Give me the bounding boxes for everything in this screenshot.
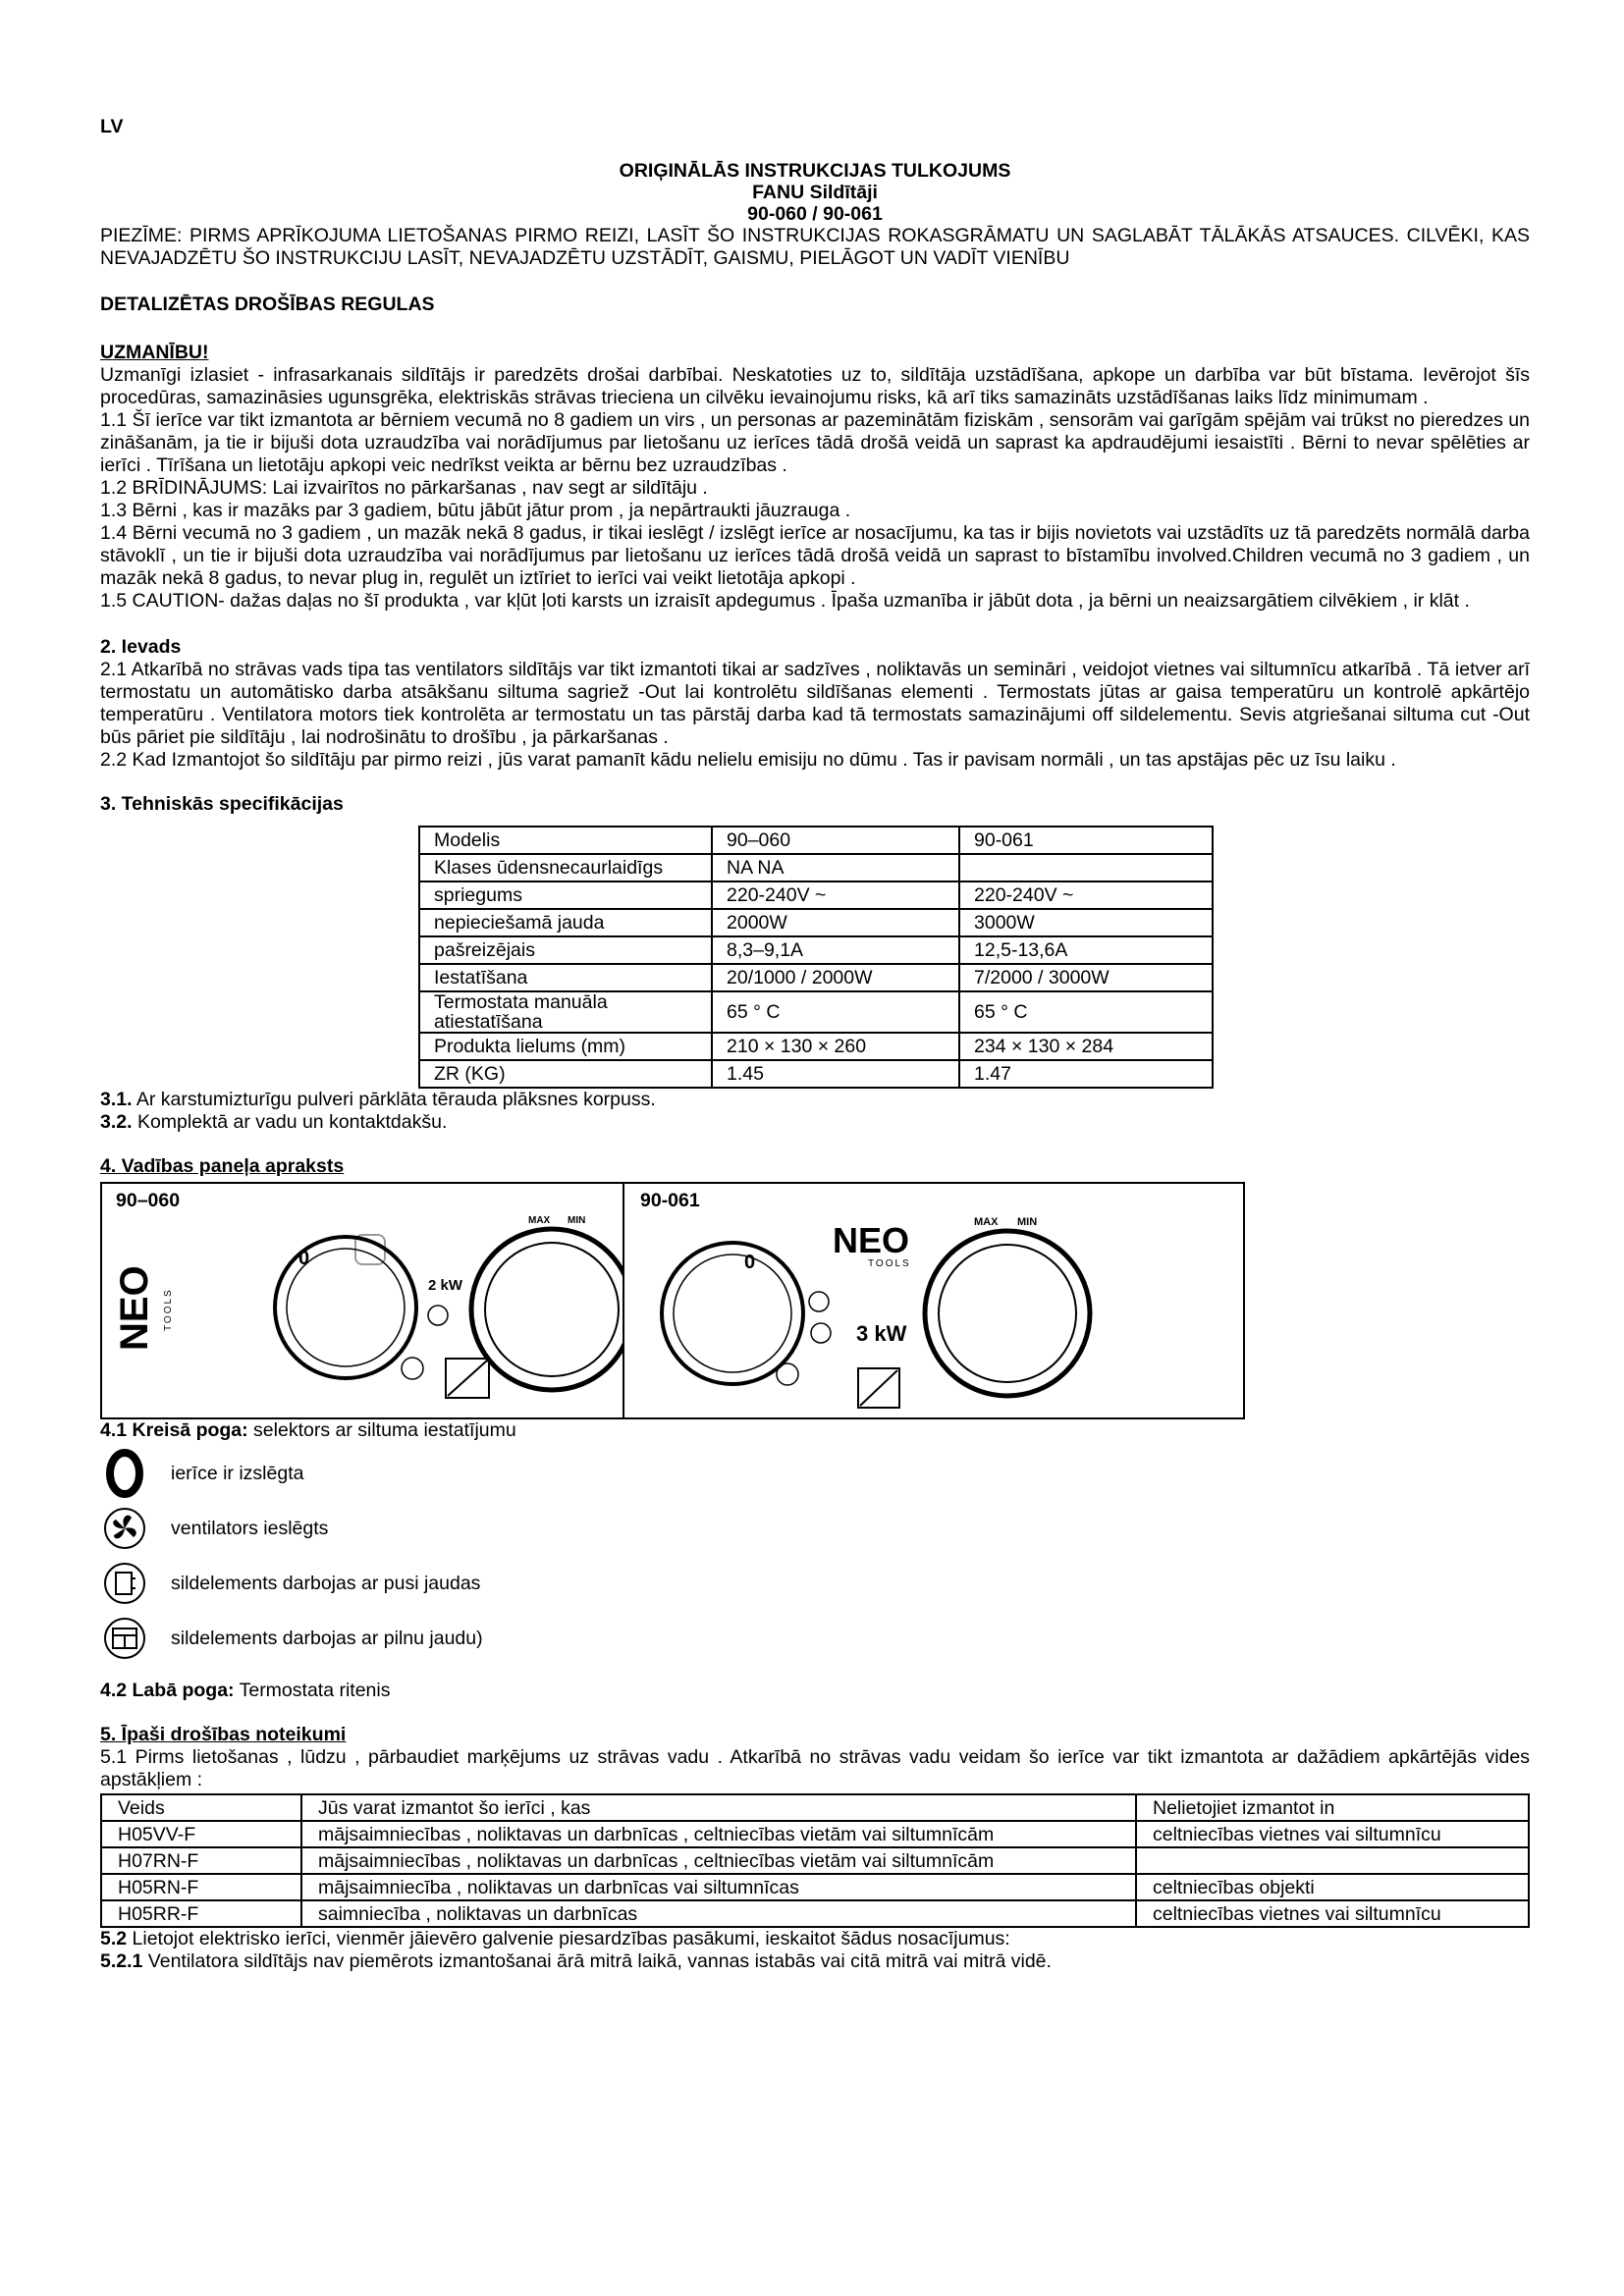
table-cell: celtniecības vietnes vai siltumnīcu	[1136, 1821, 1529, 1847]
special-item-5-2-1	[100, 1950, 1530, 1973]
spec-note-text: Komplektā ar vadu un kontaktdakšu.	[132, 1111, 448, 1133]
panel-item-4-1	[100, 1419, 1530, 1442]
right-thermostat-knob-inner	[939, 1245, 1076, 1382]
language-code: LV	[100, 116, 124, 137]
table-cell: mājsaimniecības , noliktavas un darbnīcas , celtniecības vietām vai siltumnīcām	[301, 1821, 1136, 1847]
table-cell: celtniecības vietnes vai siltumnīcu	[1136, 1900, 1529, 1927]
thermostat-max-label: MAX	[528, 1215, 551, 1226]
table-cell: 90–060	[712, 827, 959, 854]
table-cell: 90-061	[959, 827, 1213, 854]
spec-note-number: 3.1.	[100, 1089, 133, 1110]
symbol-text: ventilators ieslēgts	[171, 1517, 329, 1539]
usage-note: PIEZĪME: PIRMS APRĪKOJUMA LIETOŠANAS PIRMO REIZI, LASĪT ŠO INSTRUKCIJAS ROKASGRĀMATU UN SAGLABĀT TĀLĀKĀS ATSAUCES. CILVĒKI, KAS NEVAJADZĒTU ŠO INSTRUKCIJU LASĪT, NEVAJADZĒTU UZSTĀDĪT, GAISMU, PIELĀGOT UN VADĪT VIENĪBU	[100, 225, 1530, 269]
table-row	[419, 827, 1213, 854]
table-cell: 2000W	[712, 909, 959, 936]
table-cell: NA NA	[712, 854, 959, 881]
half-heat-icon	[100, 1559, 149, 1608]
symbol-text: sildelements darbojas ar pilnu jaudu)	[171, 1627, 483, 1649]
document-title: ORIĢINĀLĀS INSTRUKCIJAS TULKOJUMS	[619, 160, 1011, 182]
safety-item-1-4: 1.4 Bērni vecumā no 3 gadiem , un mazāk nekā 8 gadus, ir tikai ieslēgt / izslēgt ierīce ar nosacījumu, ka tas ir bijis novietots vai uzstādīts uz tā paredzēts normālā darba stāvoklī , un tie ir bijuši dota uzraudzība vai norādījumus par lietošanu uz ierīces tādā drošā veidā un saprast to bīstamību involved.Children vecumā no 3 gadiem , un mazāk nekā 8 gadus, to nevar plug in, regulēt un iztīriet to ierīci vai veikt lietotāja apkopi .	[100, 522, 1530, 589]
caution-text: Uzmanīgi izlasiet - infrasarkanais sildītājs ir paredzēts drošai darbībai. Neskatoties uz to, sildītāja uzstādīšana, apkope un darbība var būt bīstama. Ievērojot šīs procedūras, samazināsies ugunsgrēka, elektriskās strāvas trieciena un cilvēku ievainojumu risks, kā arī tiks samazināts uzstādīšanas laiks līdz minimumam .	[100, 364, 1530, 408]
item-number: 5.2	[100, 1928, 128, 1949]
table-row	[419, 909, 1213, 936]
table-row	[101, 1874, 1529, 1900]
table-cell: 3000W	[959, 909, 1213, 936]
spec-table	[418, 826, 1214, 1089]
right-button-label: 4.2 Labā poga:	[100, 1680, 235, 1701]
full-heat-icon	[100, 1614, 149, 1663]
left-selector-knob	[275, 1237, 416, 1378]
zero-icon	[100, 1449, 149, 1498]
right-thermostat-knob	[925, 1231, 1090, 1396]
table-cell: H05VV-F	[101, 1821, 301, 1847]
fan-mark	[809, 1292, 829, 1311]
safety-item-1-3: 1.3 Bērni , kas ir mazāks par 3 gadiem, būtu jābūt jātur prom , ja nepārtraukti jāuzrauga .	[100, 500, 851, 521]
table-cell: 8,3–9,1A	[712, 936, 959, 964]
symbol-row	[100, 1446, 1530, 1501]
table-cell: Klases ūdensnecaurlaidīgs	[419, 854, 712, 881]
table-row	[419, 964, 1213, 991]
thermostat-min-label: MIN	[1017, 1216, 1038, 1228]
safety-item-1-5: 1.5 CAUTION- dažas daļas no šī produkta , var kļūt ļoti karsts un izraisīt apdegumus . Īpaša uzmanība ir jābūt dota , ja bērni un neaizsargātiem cilvēkiem , ir klāt .	[100, 590, 1470, 612]
table-cell: 210 × 130 × 260	[712, 1033, 959, 1060]
right-selector-knob-inner	[674, 1255, 791, 1372]
panel-left-drawing	[102, 1184, 623, 1417]
zero-mark: 0	[298, 1248, 310, 1269]
fan-icon	[100, 1504, 149, 1553]
warning-label: 1.2 BRĪDINĀJUMS:	[100, 477, 273, 499]
table-cell: 65 ° C	[959, 991, 1213, 1033]
section-specs-heading: 3. Tehniskās specifikācijas	[100, 793, 344, 815]
section-introduction-heading: 2. Ievads	[100, 636, 182, 658]
table-cell: 12,5-13,6A	[959, 936, 1213, 964]
thermostat-max-label: MAX	[974, 1216, 999, 1228]
header-type: Veids	[101, 1794, 301, 1821]
table-cell: ZR (KG)	[419, 1060, 712, 1088]
table-cell: celtniecības objekti	[1136, 1874, 1529, 1900]
thermostat-min-label: MIN	[568, 1215, 586, 1226]
spec-note-text: Ar karstumizturīgu pulveri pārklāta tērauda plāksnes korpuss.	[132, 1089, 656, 1110]
symbol-legend	[100, 1446, 1530, 1666]
left-button-desc: selektors ar siltuma iestatījumu	[247, 1419, 516, 1441]
item-text: Lietojot elektrisko ierīci, vienmēr jāievēro galvenie piesardzības pasākumi, ieskaitot šādus nosacījumus:	[127, 1928, 1010, 1949]
intro-item-2-1: 2.1 Atkarībā no strāvas vads tipa tas ventilators sildītājs var tikt izmantoti tikai ar sadzīves , noliktavās un semināri , veidojot vietnes vai siltumnīcu atkarībā . Tā ietver arī termostatu un automātisko darba atsākšanu siltuma sagriež -Out lai kontrolētu sildīšanas elementi . Termostats jūtas ar gaisa temperatūru un kontrolē apkārtējo temperatūru . Ventilatora motors tiek kontrolēta ar termostatu un tas pārstāj darba kad tā termostats samazinājumi off sildelementu. Sevis atgriešanai siltuma cut -Out būs pāriet pie sildītāju , lai nodrošinātu to drošību , ja pārkaršanas .	[100, 659, 1530, 748]
brand-logo-sub: TOOLS	[868, 1258, 911, 1269]
table-cell: Termostata manuāla atiestatīšana	[419, 991, 712, 1033]
table-cell: 65 ° C	[712, 991, 959, 1033]
right-button-desc: Termostata ritenis	[234, 1680, 391, 1701]
symbol-text: ierīce ir izslēgta	[171, 1462, 304, 1484]
table-cell: pašreizējais	[419, 936, 712, 964]
intro-item-2-2: 2.2 Kad Izmantojot šo sildītāju par pirmo reizi , jūs varat pamanīt kādu nelielu emisiju no dūmu . Tas ir pavisam normāli , un tas apstājas pēc uz īsu laiku .	[100, 749, 1396, 771]
warning-text: Lai izvairītos no pārkaršanas , nav segt ar sildītāju .	[272, 477, 708, 499]
panel-right-drawing	[624, 1184, 1243, 1417]
full-heat-mark	[777, 1363, 798, 1385]
table-cell	[1136, 1847, 1529, 1874]
table-cell: Modelis	[419, 827, 712, 854]
table-cell: 1.47	[959, 1060, 1213, 1088]
document-page	[100, 116, 1530, 1973]
section-special-safety-heading: 5. Īpaši drošības noteikumi	[100, 1724, 347, 1745]
left-thermostat-knob-inner	[485, 1243, 619, 1376]
control-panel-figure	[100, 1182, 1245, 1419]
table-cell: nepieciešamā jauda	[419, 909, 712, 936]
special-item-5-1: 5.1 Pirms lietošanas , lūdzu , pārbaudiet marķējums uz strāvas vadu . Atkarībā no strāvas vadu veidam šo ierīce var tikt izmantota ar dažādiem apkārtējās vides apstākļiem :	[100, 1746, 1530, 1790]
symbol-text: sildelements darbojas ar pusi jaudas	[171, 1572, 481, 1594]
table-cell: 1.45	[712, 1060, 959, 1088]
table-cell	[959, 854, 1213, 881]
half-heat-mark	[811, 1323, 831, 1343]
half-heat-mark	[428, 1306, 448, 1325]
table-cell: mājsaimniecība , noliktavas un darbnīcas vai siltumnīcas	[301, 1874, 1136, 1900]
document-subtitle: FANU Sildītāji	[752, 182, 878, 203]
table-row	[419, 1060, 1213, 1088]
table-cell: 234 × 130 × 284	[959, 1033, 1213, 1060]
table-cell: H05RR-F	[101, 1900, 301, 1927]
table-row	[101, 1900, 1529, 1927]
panel-item-4-2	[100, 1680, 1530, 1702]
brand-logo-sub: TOOLS	[163, 1288, 174, 1331]
spec-note-number: 3.2.	[100, 1111, 133, 1133]
header-do-not-use: Nelietojiet izmantot in	[1136, 1794, 1529, 1821]
panel-right-model: 90-061	[640, 1190, 700, 1211]
table-cell: saimniecība , noliktavas un darbnīcas	[301, 1900, 1136, 1927]
table-row	[101, 1847, 1529, 1874]
table-cell: Iestatīšana	[419, 964, 712, 991]
table-cell: H05RN-F	[101, 1874, 301, 1900]
left-selector-knob-inner	[287, 1249, 405, 1366]
table-cell: H07RN-F	[101, 1847, 301, 1874]
header-can-use: Jūs varat izmantot šo ierīci , kas	[301, 1794, 1136, 1821]
spec-note-3-1	[100, 1089, 1530, 1111]
symbol-row	[100, 1501, 1530, 1556]
symbol-row	[100, 1611, 1530, 1666]
left-button-label: 4.1 Kreisā poga:	[100, 1419, 248, 1441]
brand-logo-text: NEO	[833, 1220, 910, 1260]
spec-note-3-2	[100, 1111, 1530, 1134]
model-numbers: 90-060 / 90-061	[747, 203, 883, 225]
table-row	[101, 1821, 1529, 1847]
power-label-left: 2 kW	[428, 1277, 463, 1294]
symbol-row	[100, 1556, 1530, 1611]
safety-item-1-2	[100, 477, 1530, 500]
panel-left-model: 90–060	[116, 1190, 181, 1211]
table-row	[419, 1033, 1213, 1060]
table-cell: spriegums	[419, 881, 712, 909]
special-item-5-2	[100, 1928, 1530, 1950]
table-cell: 7/2000 / 3000W	[959, 964, 1213, 991]
table-header-row	[101, 1794, 1529, 1821]
table-row	[419, 854, 1213, 881]
table-cell: 20/1000 / 2000W	[712, 964, 959, 991]
item-text: Ventilatora sildītājs nav piemērots izmantošanai ārā mitrā laikā, vannas istabās vai citā mitrā vai mitrā vidē.	[142, 1950, 1052, 1972]
brand-logo-text: NEO	[113, 1265, 156, 1351]
table-cell: 220-240V ~	[959, 881, 1213, 909]
table-cell: 220-240V ~	[712, 881, 959, 909]
table-cell: mājsaimniecības , noliktavas un darbnīcas , celtniecības vietām vai siltumnīcām	[301, 1847, 1136, 1874]
power-label-right: 3 kW	[856, 1321, 907, 1346]
safety-heading: DETALIZĒTAS DROŠĪBAS REGULAS	[100, 294, 435, 315]
caution-heading: UZMANĪBU!	[100, 342, 209, 363]
cable-type-table	[100, 1793, 1530, 1928]
table-cell: Produkta lielums (mm)	[419, 1033, 712, 1060]
safety-item-1-1: 1.1 Šī ierīce var tikt izmantota ar bērniem vecumā no 8 gadiem un virs , un personas ar pazeminātām fiziskām , sensorām vai garīgām spējām vai trūkst no pieredzes un zināšanām, ja tie ir bijuši dota uzraudzība vai norādījumus par lietošanu uz ierīces tādā drošā veidā un saprast ka apdraudējumi iesaistīti . Bērni to nevar spēlēties ar ierīci . Tīrīšana un lietotāju apkopi veic nedrīkst veikta ar bērnu bez uzraudzības .	[100, 409, 1530, 476]
left-thermostat-knob	[471, 1229, 623, 1390]
table-row	[419, 991, 1213, 1033]
table-row	[419, 881, 1213, 909]
table-row	[419, 936, 1213, 964]
full-heat-mark	[402, 1358, 423, 1379]
zero-mark: 0	[744, 1252, 756, 1273]
neo-vertical-logo	[113, 1265, 174, 1351]
section-panel-heading: 4. Vadības paneļa apraksts	[100, 1155, 345, 1177]
right-selector-knob	[662, 1243, 803, 1384]
item-number: 5.2.1	[100, 1950, 143, 1972]
